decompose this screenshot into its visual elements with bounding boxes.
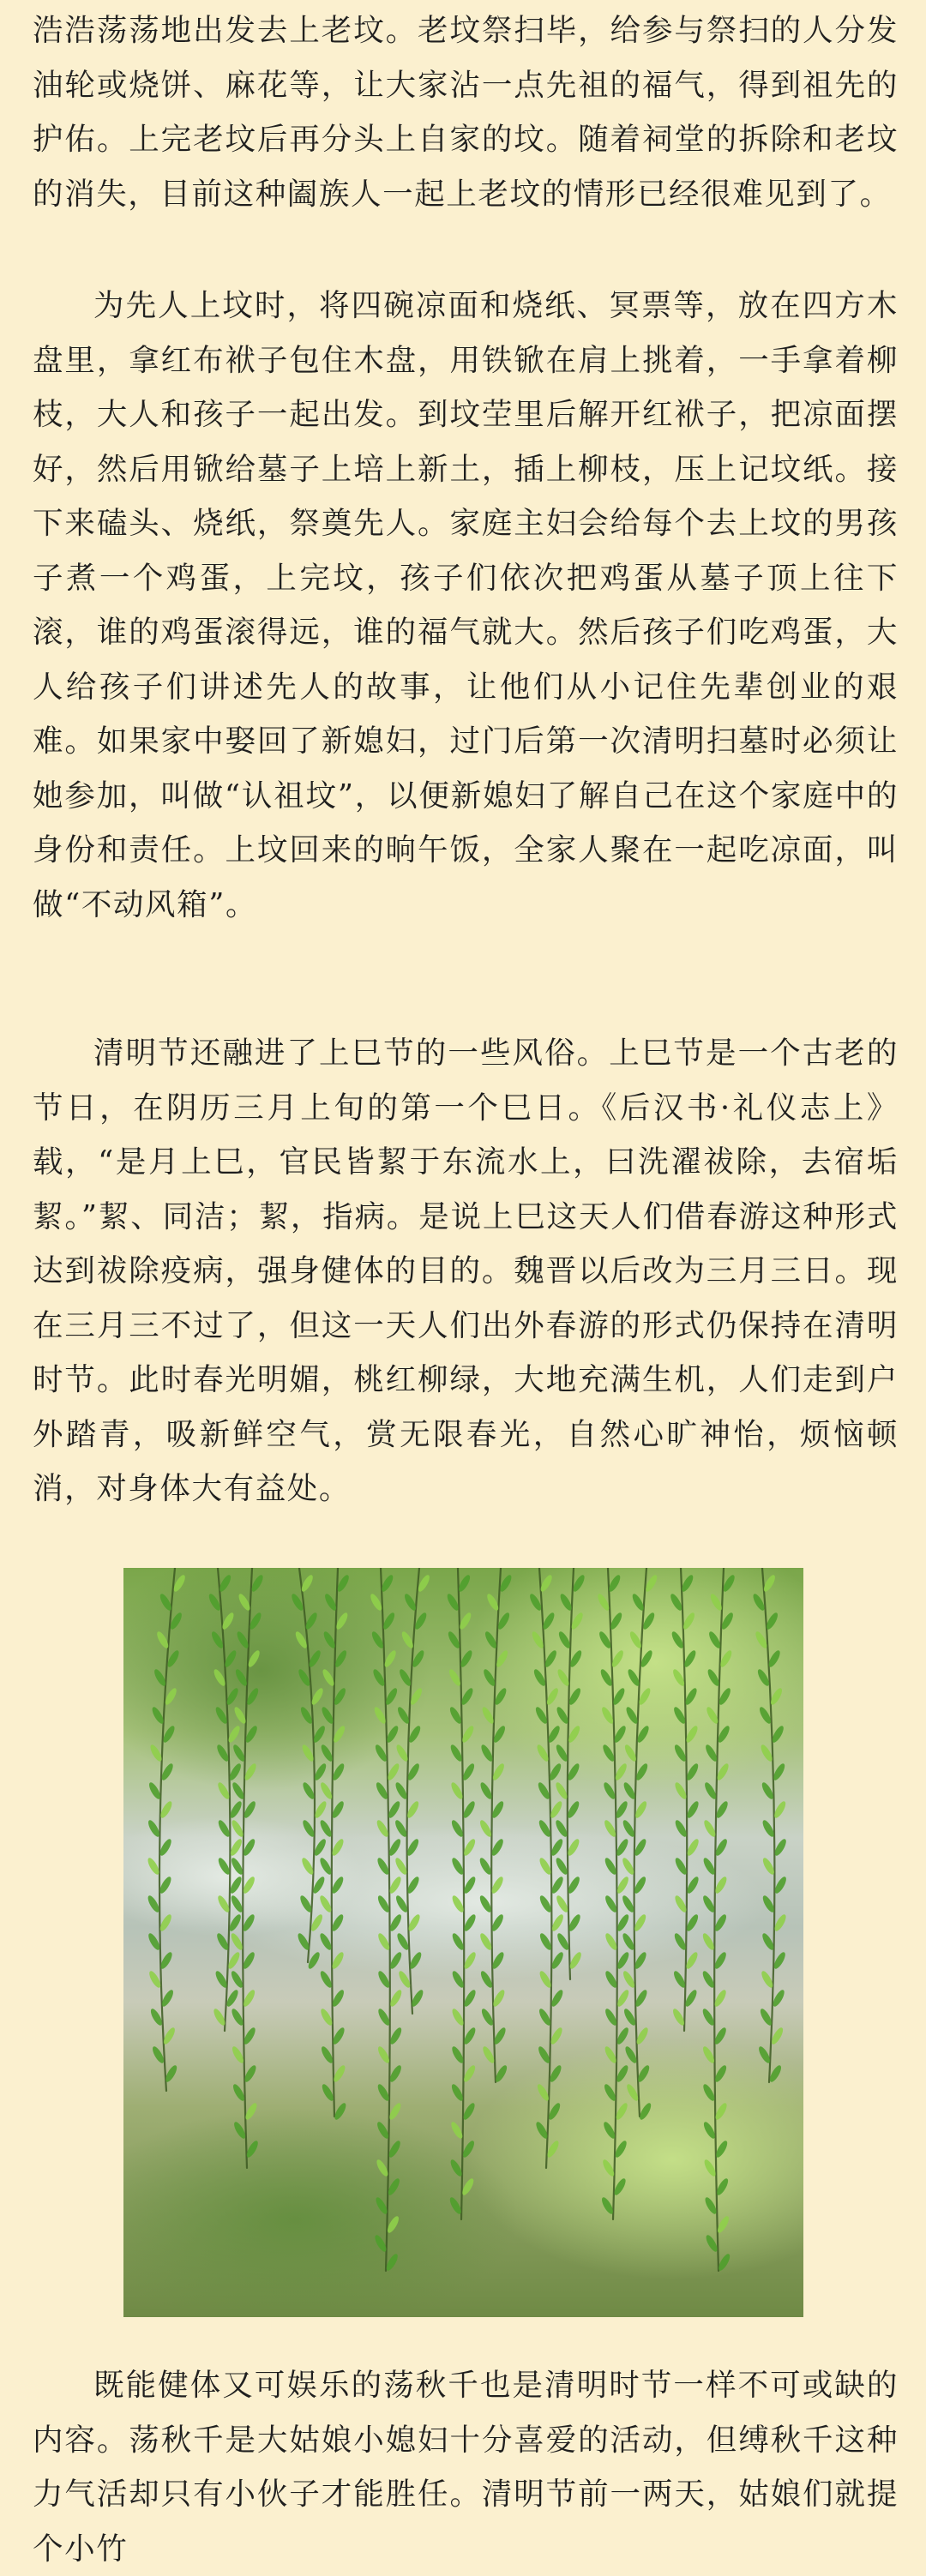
willow-illustration [123,1568,803,2317]
paragraph-2: 为先人上坟时，将四碗凉面和烧纸、冥票等，放在四方木盘里，拿红布袱子包住木盘，用铁锨在肩上挑着，一手拿着柳枝，大人和孩子一起出发。到坟茔里后解开红袱子，把凉面摆好，然后用锨给墓子上培上新土，插上柳枝，压上记坟纸。接下来磕头、烧纸，祭奠先人。家庭主妇会给每个去上坟的男孩子煮一个鸡蛋，上完坟，孩子们依次把鸡蛋从墓子顶上往下滚，谁的鸡蛋滚得远，谁的福气就大。然后孩子们吃鸡蛋，大人给孩子们讲述先人的故事，让他们从小记住先辈创业的艰难。如果家中娶回了新媳妇，过门后第一次清明扫墓时必须让她参加，叫做“认祖坟”，以便新媳妇了解自己在这个家庭中的身份和责任。上坟回来的晌午饭，全家人聚在一起吃凉面，叫做“不动风箱”。 [33,288,899,922]
willow-photo [123,1568,803,2317]
paragraph-4: 既能健体又可娱乐的荡秋千也是清明时节一样不可或缺的内容。荡秋千是大姑娘小媳妇十分喜爱的活动，但缚秋千这种力气活却只有小伙子才能胜任。清明节前一两天，姑娘们就提个小竹 [33,2368,899,2567]
paragraph-3: 清明节还融进了上巳节的一些风俗。上巳节是一个古老的节日，在阴历三月上旬的第一个巳日。《后汉书·礼仪志上》载，“是月上巳，官民皆絜于东流水上，曰洗濯祓除，去宿垢絜。”絜、同洁；絜，指病。是说上巳这天人们借春游这种形式达到祓除疫病，强身健体的目的。魏晋以后改为三月三日。现在三月三不过了，但这一天人们出外春游的形式仍保持在清明时节。此时春光明媚，桃红柳绿，大地充满生机，人们走到户外踏青，吸新鲜空气，赏无限春光，自然心旷神怡，烦恼顿消，对身体大有益处。 [33,1036,899,1506]
paragraph-1: 浩浩荡荡地出发去上老坟。老坟祭扫毕，给参与祭扫的人分发油轮或烧饼、麻花等，让大家沾一点先祖的福气，得到祖先的护佑。上完老坟后再分头上自家的坟。随着祠堂的拆除和老坟的消失，目前这种阖族人一起上老坟的情形已经很难见到了。 [33,13,899,212]
